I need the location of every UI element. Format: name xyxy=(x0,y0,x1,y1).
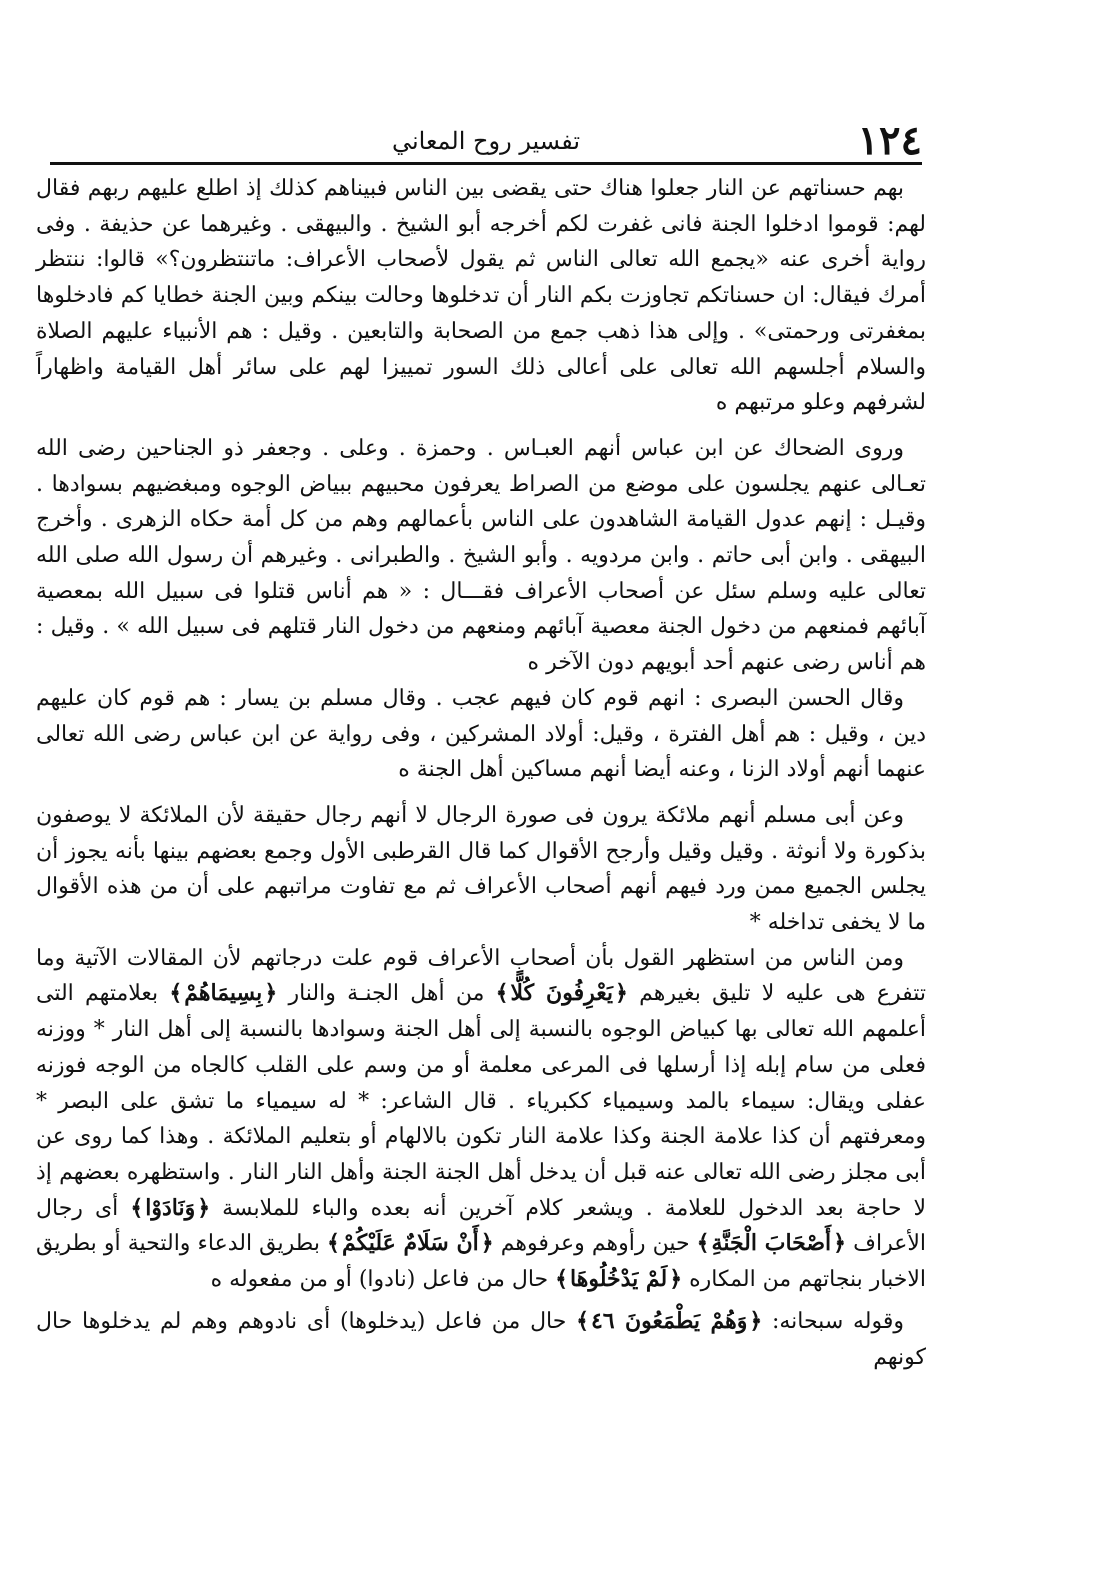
quran-quote: ﴿ وَنَادَوْا ﴾ xyxy=(130,1195,210,1221)
paragraph xyxy=(36,431,926,681)
quran-quote: ﴿ أَنْ سَلَامٌ عَلَيْكُمْ ﴾ xyxy=(327,1230,494,1256)
body-text xyxy=(36,171,926,1375)
paragraph-text: بطريق الدعاء والتحية أو بطريق الاخبار بنجاتهم من المكاره xyxy=(36,1231,926,1293)
paragraph-text: حين رأوهم وعرفوهم xyxy=(493,1231,697,1257)
paragraph xyxy=(36,798,926,941)
paragraph-text: بهم حسناتهم عن النار جعلوا هناك حتى يقضى بين الناس فبيناهم كذلك إذ اطلع عليهم ربهم فقال لهم: قوموا ادخلوا الجنة فانى غفرت لكم أخرجه أبو الشيخ . والبيهقى . وغيرهما عن حذيفة . وفى رواية أخرى عنه «يجمع الله تعالى الناس ثم يقول لأصحاب الأعراف: ماتنتظرون؟» قالوا: ننتظر أمرك فيقال: ان حسناتكم تجاوزت بكم النار أن تدخلوها وحالت بينكم وبين الجنة خطايا كم فادخلوها بمغفرتى ورحمتى» . وإلى هذا ذهب جمع من الصحابة والتابعين . وقيل : هم الأنبياء عليهم الصلاة والسلام أجلسهم الله تعالى على أعالى ذلك السور تمييزا لهم على سائر أهل القيامة واظهاراً لشرفهم وعلو مرتبهم ه xyxy=(36,176,926,416)
paragraph-text: وقوله سبحانه: xyxy=(762,1308,904,1334)
paragraph xyxy=(36,681,926,788)
paragraph-text: وقال الحسن البصرى : انهم قوم كان فيهم عجب . وقال مسلم بن يسار : هم قوم كان عليهم دين ، وقيل : هم أهل الفترة ، وقيل: أولاد المشركين ، وفى رواية عن ابن عباس رضى الله تعالى عنهما أنهم أولاد الزنا ، وعنه أيضا أنهم مساكين أهل الجنة ه xyxy=(36,685,926,783)
header-rule xyxy=(50,162,922,165)
paragraph-text: حال من فاعل (يدخلوها) أى نادوهم وهم لم يدخلوها حال كونهم xyxy=(36,1308,926,1370)
paragraph xyxy=(36,1304,926,1375)
paragraph-text: من أهل الجنـة والنار xyxy=(277,981,496,1007)
page-header xyxy=(50,116,922,166)
paragraph-text: بعلامتهم التى أعلمهم الله تعالى بها كبياض الوجوه بالنسبة إلى أهل الجنة وسوادها بالنسبة إلى أهل النار * ووزنه فعلى من سام إبله إذا أرسلها فى المرعى معلمة أو من وسم على القلب كالجاه من الوجه فوزنه عفلى ويقال: سيماء بالمد وسيمياء ككبرياء . قال الشاعر: * له سيمياء ما تشق على البصر * ومعرفتهم أن كذا علامة الجنة وكذا علامة النار تكون بالالهام أو بتعليم الملائكة . وهذا كما روى عن أبى مجلز رضى الله تعالى عنه قبل أن يدخل أهل الجنة الجنة وأهل النار النار . واستظهره بعضهم إذ لا حاجة بعد الدخول للعلامة . ويشعر كلام آخرين أنه بعده والباء للملابسة xyxy=(36,981,926,1221)
running-title: تفسير روح المعاني xyxy=(391,127,581,155)
quran-quote: ﴿ يَعْرِفُونَ كُلًّا ﴾ xyxy=(496,980,628,1006)
quran-quote: ﴿ لَمْ يَدْخُلُوهَا ﴾ xyxy=(555,1266,682,1292)
paragraph-text: وروى الضحاك عن ابن عباس أنهم العبـاس . وحمزة . وعلى . وجعفر ذو الجناحين رضى الله تعـالى عنهم يجلسون على موضع من الصراط يعرفون محبيهم ببياض الوجوه ومبغضيهم بسوادها . وقيـل : إنهم عدول القيامة الشاهدون على الناس بأعمالهم وهم من كل أمة حكاه الزهرى . وأخرج البيهقى . وابن أبى حاتم . وابن مردويه . وأبو الشيخ . والطبرانى . وغيرهم أن رسول الله صلى الله تعالى عليه وسلم سئل عن أصحاب الأعراف فقـــال : « هم أناس قتلوا فى سبيل الله بمعصية آبائهم فمنعهم من دخول الجنة معصية آبائهم ومنعهم من دخول النار قتلهم فى سبيل الله » . وقيل : هم أناس رضى عنهم أحد أبويهم دون الآخر ه xyxy=(36,435,926,676)
quran-quote: ﴿ وَهُمْ يَطْمَعُونَ ٤٦ ﴾ xyxy=(576,1308,762,1334)
paragraph-text: أى رجال الأعراف xyxy=(36,1195,927,1257)
paragraph xyxy=(36,171,926,421)
quran-quote: ﴿ بِسِيمَاهُمْ ﴾ xyxy=(169,980,277,1006)
paragraph-text: حال من فاعل (نادوا) أو من مفعوله ه xyxy=(210,1267,556,1293)
paragraph-text: وعن أبى مسلم أنهم ملائكة يرون فى صورة الرجال لا أنهم رجال حقيقة لأن الملائكة لا يوصفون بذكورة ولا أنوثة . وقيل وقيل وأرجح الأقوال كما قال القرطبى الأول وجمع بعضهم بينها بأنه يجوز أن يجلس الجميع ممن ورد فيهم أنهم أصحاب الأعراف ثم مع تفاوت مراتبهم على أن من هذه الأقوال ما لا يخفى تداخله * xyxy=(36,802,926,936)
page-number: ١٢٤ xyxy=(857,117,922,164)
paragraph xyxy=(36,941,926,1298)
paragraph-text: ومن الناس من استظهر القول بأن أصحاب الأعراف قوم علت درجاتهم لأن المقالات الآتية وما تتفرع هى عليه لا تليق بغيرهم xyxy=(36,945,926,1007)
quran-quote: ﴿ أَصْحَابَ الْجَنَّةِ ﴾ xyxy=(697,1230,846,1256)
